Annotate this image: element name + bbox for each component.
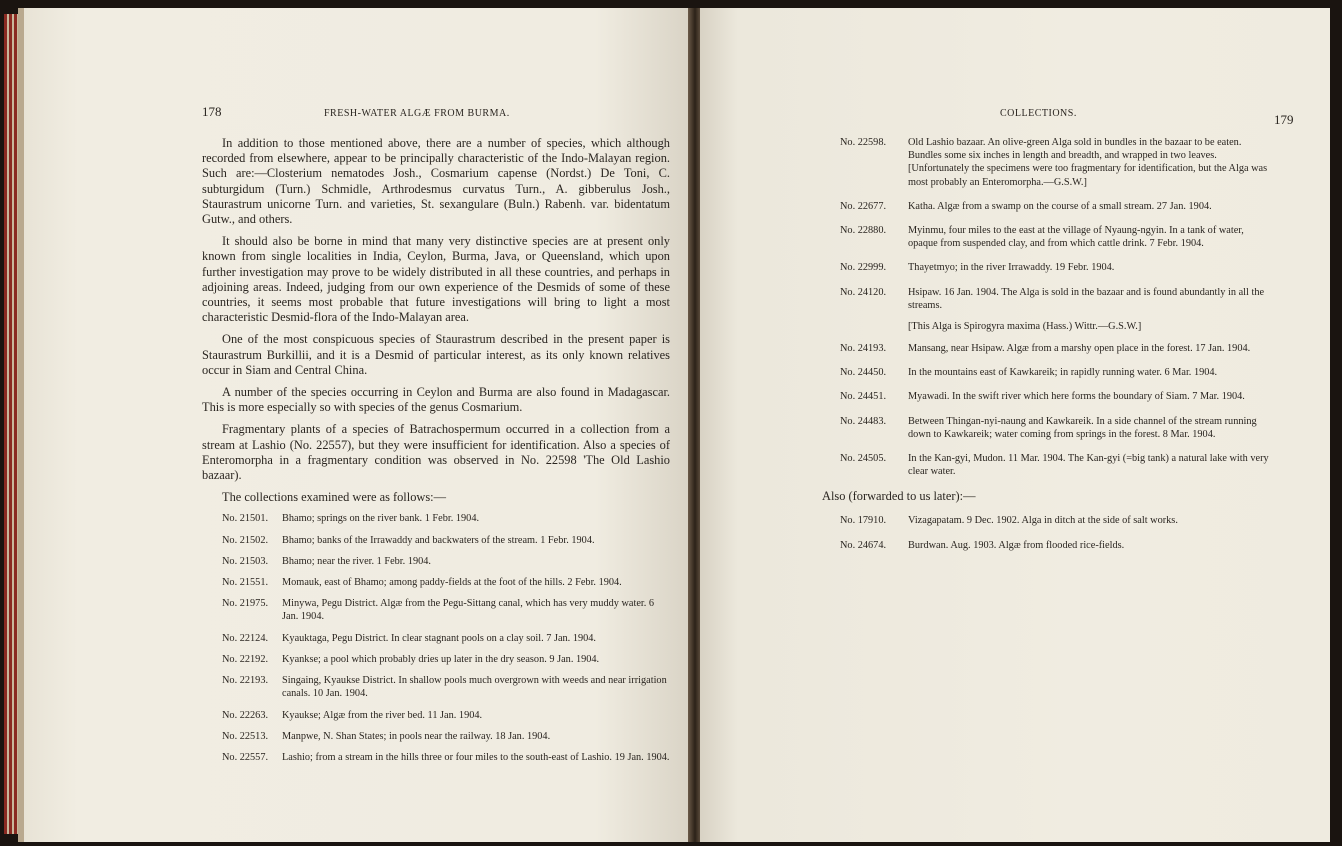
collection-entry [222,555,670,568]
entry-number: No. 22513. [222,730,269,742]
entry-number: No. 22999. [840,262,887,274]
entry-number: No. 22557. [222,751,269,763]
entry-number: No. 21551. [222,577,269,589]
collection-entry [840,261,1270,274]
page-edges [4,14,18,834]
entry-text: Kyaukse; Algæ from the river bed. 11 Jan. 1904. [282,709,483,721]
running-header: COLLECTIONS. [1000,108,1077,119]
collection-entry [222,632,670,645]
collection-entry [840,390,1270,403]
collection-entry [840,366,1270,379]
entry-text: In the Kan-gyi, Mudon. 11 Mar. 1904. The Kan-gyi (=big tank) a natural lake with very clear water. [908,453,1269,478]
entry-number: No. 24451. [840,391,887,403]
collection-entry [222,709,670,722]
collection-entry [222,751,670,764]
entry-text: Katha. Algæ from a swamp on the course of a small stream. 27 Jan. 1904. [908,200,1212,212]
entry-text: Mansang, near Hsipaw. Algæ from a marshy open place in the forest. 17 Jan. 1904. [908,343,1251,355]
collection-entry [840,415,1270,441]
entry-text: Momauk, east of Bhamo; among paddy-fields at the foot of the hills. 2 Febr. 1904. [282,577,622,589]
collection-entry [222,534,670,547]
collection-entry [840,136,1270,189]
also-heading: Also (forwarded to us later):— [822,489,976,504]
entry-number: No. 22192. [222,653,269,665]
collection-entry [222,512,670,525]
entry-text: In the mountains east of Kawkareik; in rapidly running water. 6 Mar. 1904. [908,367,1218,379]
entry-number: No. 22880. [840,225,887,237]
entry-text: Between Thingan-nyi-naung and Kawkareik. In a side channel of the stream running down to Kawkareik; water coming from springs in the forest. 8 Mar. 1904. [908,415,1257,440]
entry-text: Burdwan. Aug. 1903. Algæ from flooded rice-fields. [908,539,1125,551]
collection-entry [222,576,670,589]
paragraph: A number of the species occurring in Ceylon and Burma are also found in Madagascar. This is more especially so with species of the genus Cosmarium. [202,385,670,415]
entry-text: Hsipaw. 16 Jan. 1904. The Alga is sold in the bazaar and is found abundantly in all the streams. [908,286,1265,311]
entry-text: Bhamo; near the river. 1 Febr. 1904. [282,555,431,567]
paragraph: One of the most conspicuous species of Staurastrum described in the present paper is Staurastrum Burkillii, and it is a Desmid of particular interest, as its only known relatives occur in Siam and Central China. [202,332,670,377]
entry-number: No. 21502. [222,534,269,546]
entry-text: Kyauktaga, Pegu District. In clear stagnant pools on a clay soil. 7 Jan. 1904. [282,632,596,644]
entry-text: Vizagapatam. 9 Dec. 1902. Alga in ditch at the side of salt works. [908,515,1178,527]
paragraph: Fragmentary plants of a species of Batrachospermum occurred in a collection from a stream at Lashio (No. 22557), but they were insufficient for identification. Also a species of Enteromorpha in a fragmentary condition was observed in No. 22598 'The Old Lashio bazaar). [202,422,670,483]
entry-number: No. 21975. [222,598,269,610]
entry-text: Kyankse; a pool which probably dries up later in the dry season. 9 Jan. 1904. [282,653,600,665]
collection-list [222,512,670,764]
entry-text: Bhamo; springs on the river bank. 1 Febr. 1904. [282,513,480,525]
collection-entry [840,342,1270,355]
running-header: FRESH-WATER ALGÆ FROM BURMA. [324,108,510,119]
entry-text: Myinmu, four miles to the east at the village of Nyaung-ngyin. In a tank of water, opaque from suspended clay, and from which cattle drink. 7 Febr. 1904. [908,225,1244,250]
page-number: 178 [202,104,222,119]
entry-number: No. 24505. [840,453,887,465]
paragraph: It should also be borne in mind that many very distinctive species are at present only known from single localities in India, Ceylon, Burma, Java, or Queensland, which upon further investigation may prove to be widely distributed in all these countries, and perhaps in adjoining areas. Indeed, judging from our own experience of the Desmids of some of these countries, it seems most probable that future investigations will bring to light a most characteristic Desmid-flora of the Indo-Malayan area. [202,234,670,325]
collection-entry [840,224,1270,250]
collection-entry [840,200,1270,213]
left-page-content [202,136,670,772]
entry-text: Singaing, Kyaukse District. In shallow pools much overgrown with weeds and near irrigation canals. 10 Jan. 1904. [282,675,667,700]
collection-entry [222,730,670,743]
collection-entry [222,597,670,623]
collection-entry [222,653,670,666]
entry-number: No. 24193. [840,343,887,355]
page-number: 179 [1274,112,1294,127]
entry-number: No. 24483. [840,415,887,427]
entry-number: No. 24450. [840,367,887,379]
collection-entry [840,452,1270,478]
entry-number: No. 22598. [840,137,887,148]
entry-text: Minywa, Pegu District. Algæ from the Pegu-Sittang canal, which has very muddy water. 6 Jan. 1904. [282,598,655,623]
entry-number: No. 24120. [840,286,887,298]
editor-note: [This Alga is Spirogyra maxima (Hass.) Wittr.—G.S.W.] [908,321,1142,333]
entry-number: No. 22677. [840,200,887,212]
entry-text: Manpwe, N. Shan States; in pools near the railway. 18 Jan. 1904. [282,730,551,742]
paragraph: In addition to those mentioned above, there are a number of species, which although recorded from elsewhere, appear to be principally characteristic of the Indo-Malayan region. Such are:—Closterium nematodes Josh., Cosmarium capense (Nordst.) De Toni, C. subturgidum (Turn.) Schmidle, Arthrodesmus curvatus Turn., A. gibberulus Josh., Staurastrum unicorne Turn. and varieties, St. sexangulare (Buln.) Rabenh. var. bidentatum Gutw., and others. [202,136,670,227]
entry-number: No. 22263. [222,709,269,721]
left-page [18,8,696,842]
entry-number: No. 17910. [840,515,887,527]
entry-text: Myawadi. In the swift river which here forms the boundary of Siam. 7 Mar. 1904. [908,391,1245,403]
entry-text: Thayetmyo; in the river Irrawaddy. 19 Febr. 1904. [908,262,1115,274]
entry-number: No. 22193. [222,675,269,687]
entry-number: No. 22124. [222,632,269,644]
collection-entry [840,539,1270,552]
collection-entry [840,514,1270,527]
entry-number: No. 24674. [840,539,887,551]
collection-entry [222,674,670,700]
entry-text: Old Lashio bazaar. An olive-green Alga sold in bundles in the bazaar to be eaten. Bundles some six inches in length and breadth, and wrapped in two leaves. [Unfortunately the specimens were too fragmentary for identification, but the Alga was most probably an Enteromorpha.—G.S.W.] [908,137,1268,188]
entry-number: No. 21503. [222,555,269,567]
right-page-content [822,136,1270,563]
entry-text: Bhamo; banks of the Irrawaddy and backwaters of the stream. 1 Febr. 1904. [282,534,595,546]
collection-entry [840,286,1270,312]
right-page [700,8,1330,842]
paragraph: The collections examined were as follows:— [222,490,446,505]
entry-number: No. 21501. [222,513,269,525]
entry-text: Lashio; from a stream in the hills three or four miles to the south-east of Lashio. 19 Jan. 1904. [282,751,670,763]
